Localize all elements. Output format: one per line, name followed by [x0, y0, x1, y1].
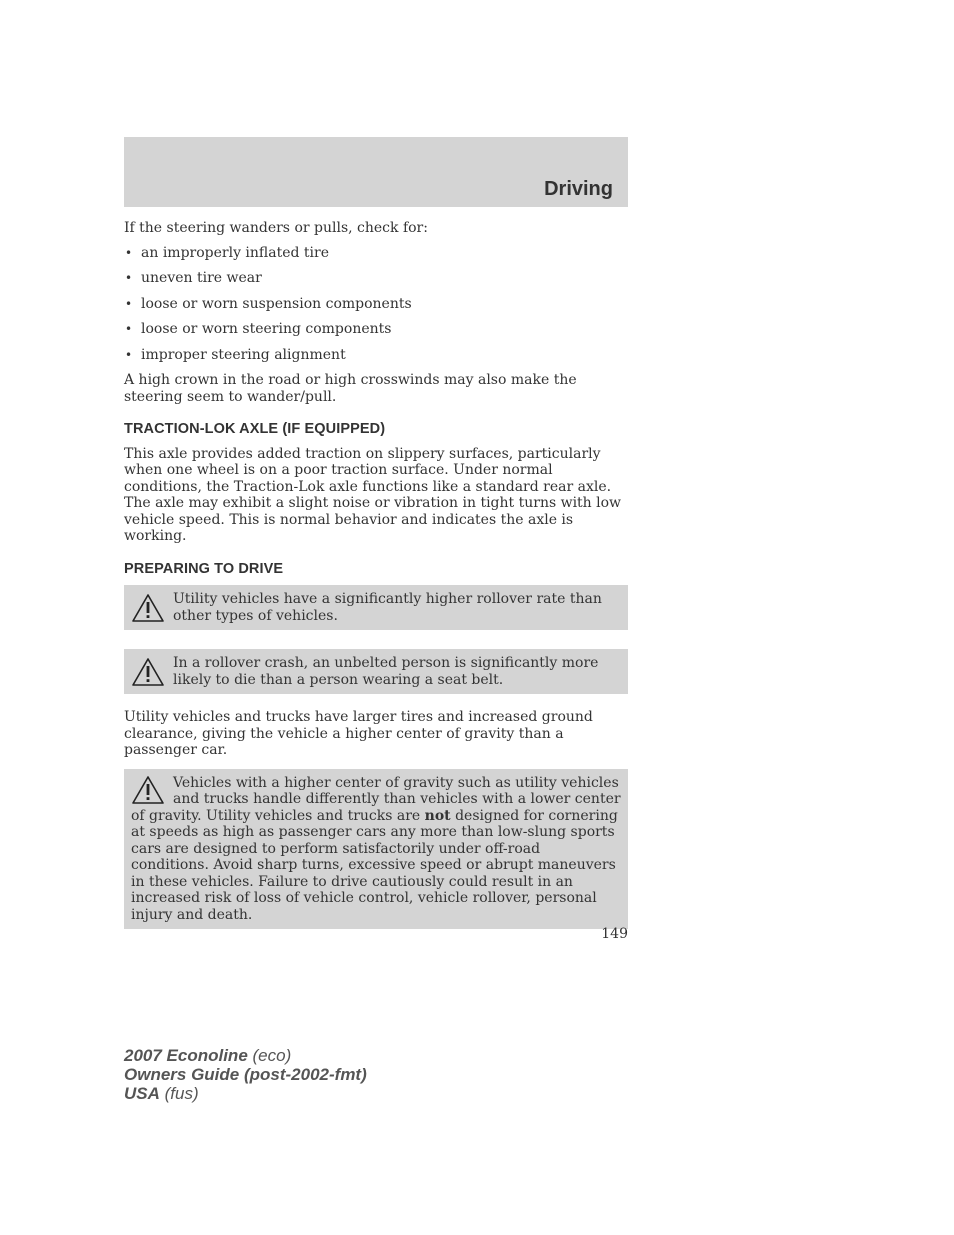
- warning-triangle-icon: [131, 657, 165, 687]
- warning-box-rollover-rate: [124, 585, 628, 630]
- preparing-to-drive-heading: PREPARING TO DRIVE: [124, 560, 284, 577]
- list-item: • uneven tire wear: [125, 270, 262, 286]
- bullet-icon: •: [125, 322, 133, 336]
- steering-check-list: [124, 245, 628, 364]
- footer-line-model: 2007 Econoline (eco): [124, 1046, 292, 1065]
- section-header-band: [124, 137, 628, 207]
- footer-line-region: USA (fus): [124, 1084, 199, 1103]
- list-item: • improper steering alignment: [125, 346, 346, 363]
- emphasis-not: not: [424, 807, 451, 824]
- warning-text: Vehicles with a higher center of gravity such as utility vehicles and trucks handle differently than vehicles with a lower center of gravity. Utility vehicles and trucks are not designed for cornering at speeds as high as passenger cars any more than low-slung sports cars are designed to perform satisfactorily under off-road conditions. Avoid sharp turns, excessive speed or abrupt maneuvers in these vehicles. Failure to drive cautiously could result in an increased risk of loss of vehicle control, vehicle rollover, personal injury and death.: [131, 774, 621, 923]
- document-footer: [124, 1046, 367, 1103]
- steering-intro: If the steering wanders or pulls, check for:: [124, 220, 428, 236]
- traction-lok-heading: TRACTION-LOK AXLE (IF EQUIPPED): [124, 421, 386, 437]
- section-title: Driving: [544, 178, 613, 200]
- center-of-gravity-body: Utility vehicles and trucks have larger tires and increased ground clearance, giving the vehicle a higher center of gravity than a passenger car.: [124, 709, 593, 758]
- traction-lok-body: This axle provides added traction on slippery surfaces, particularly when one wheel is on a poor traction surface. Under normal conditions, the Traction-Lok axle functions like a standard rear axle. The axle may exhibit a slight noise or vibration in tight turns with low vehicle speed. This is normal behavior and indicates the axle is working.: [124, 445, 622, 544]
- list-item: • loose or worn steering components: [125, 321, 392, 337]
- bullet-icon: •: [125, 245, 133, 260]
- bullet-icon: •: [125, 271, 133, 285]
- list-item: • loose or worn suspension components: [125, 295, 412, 312]
- bullet-icon: •: [125, 347, 133, 362]
- warning-triangle-icon: [131, 775, 173, 805]
- warning-box-center-of-gravity: [124, 769, 628, 930]
- steering-note: A high crown in the road or high crosswinds may also make the steering seem to wander/pull.: [124, 372, 577, 405]
- warning-text: Utility vehicles have a significantly higher rollover rate than other types of vehicles.: [173, 591, 602, 624]
- bullet-icon: •: [125, 296, 133, 311]
- warning-triangle-icon: [131, 593, 165, 623]
- footer-line-guide: Owners Guide (post-2002-fmt): [124, 1065, 367, 1084]
- list-item: • an improperly inflated tire: [125, 244, 330, 261]
- warning-box-seat-belt: [124, 649, 628, 694]
- warning-text: In a rollover crash, an unbelted person is significantly more likely to die than a person wearing a seat belt.: [173, 655, 599, 688]
- page-content: [124, 220, 628, 929]
- page-number: 149: [601, 926, 628, 942]
